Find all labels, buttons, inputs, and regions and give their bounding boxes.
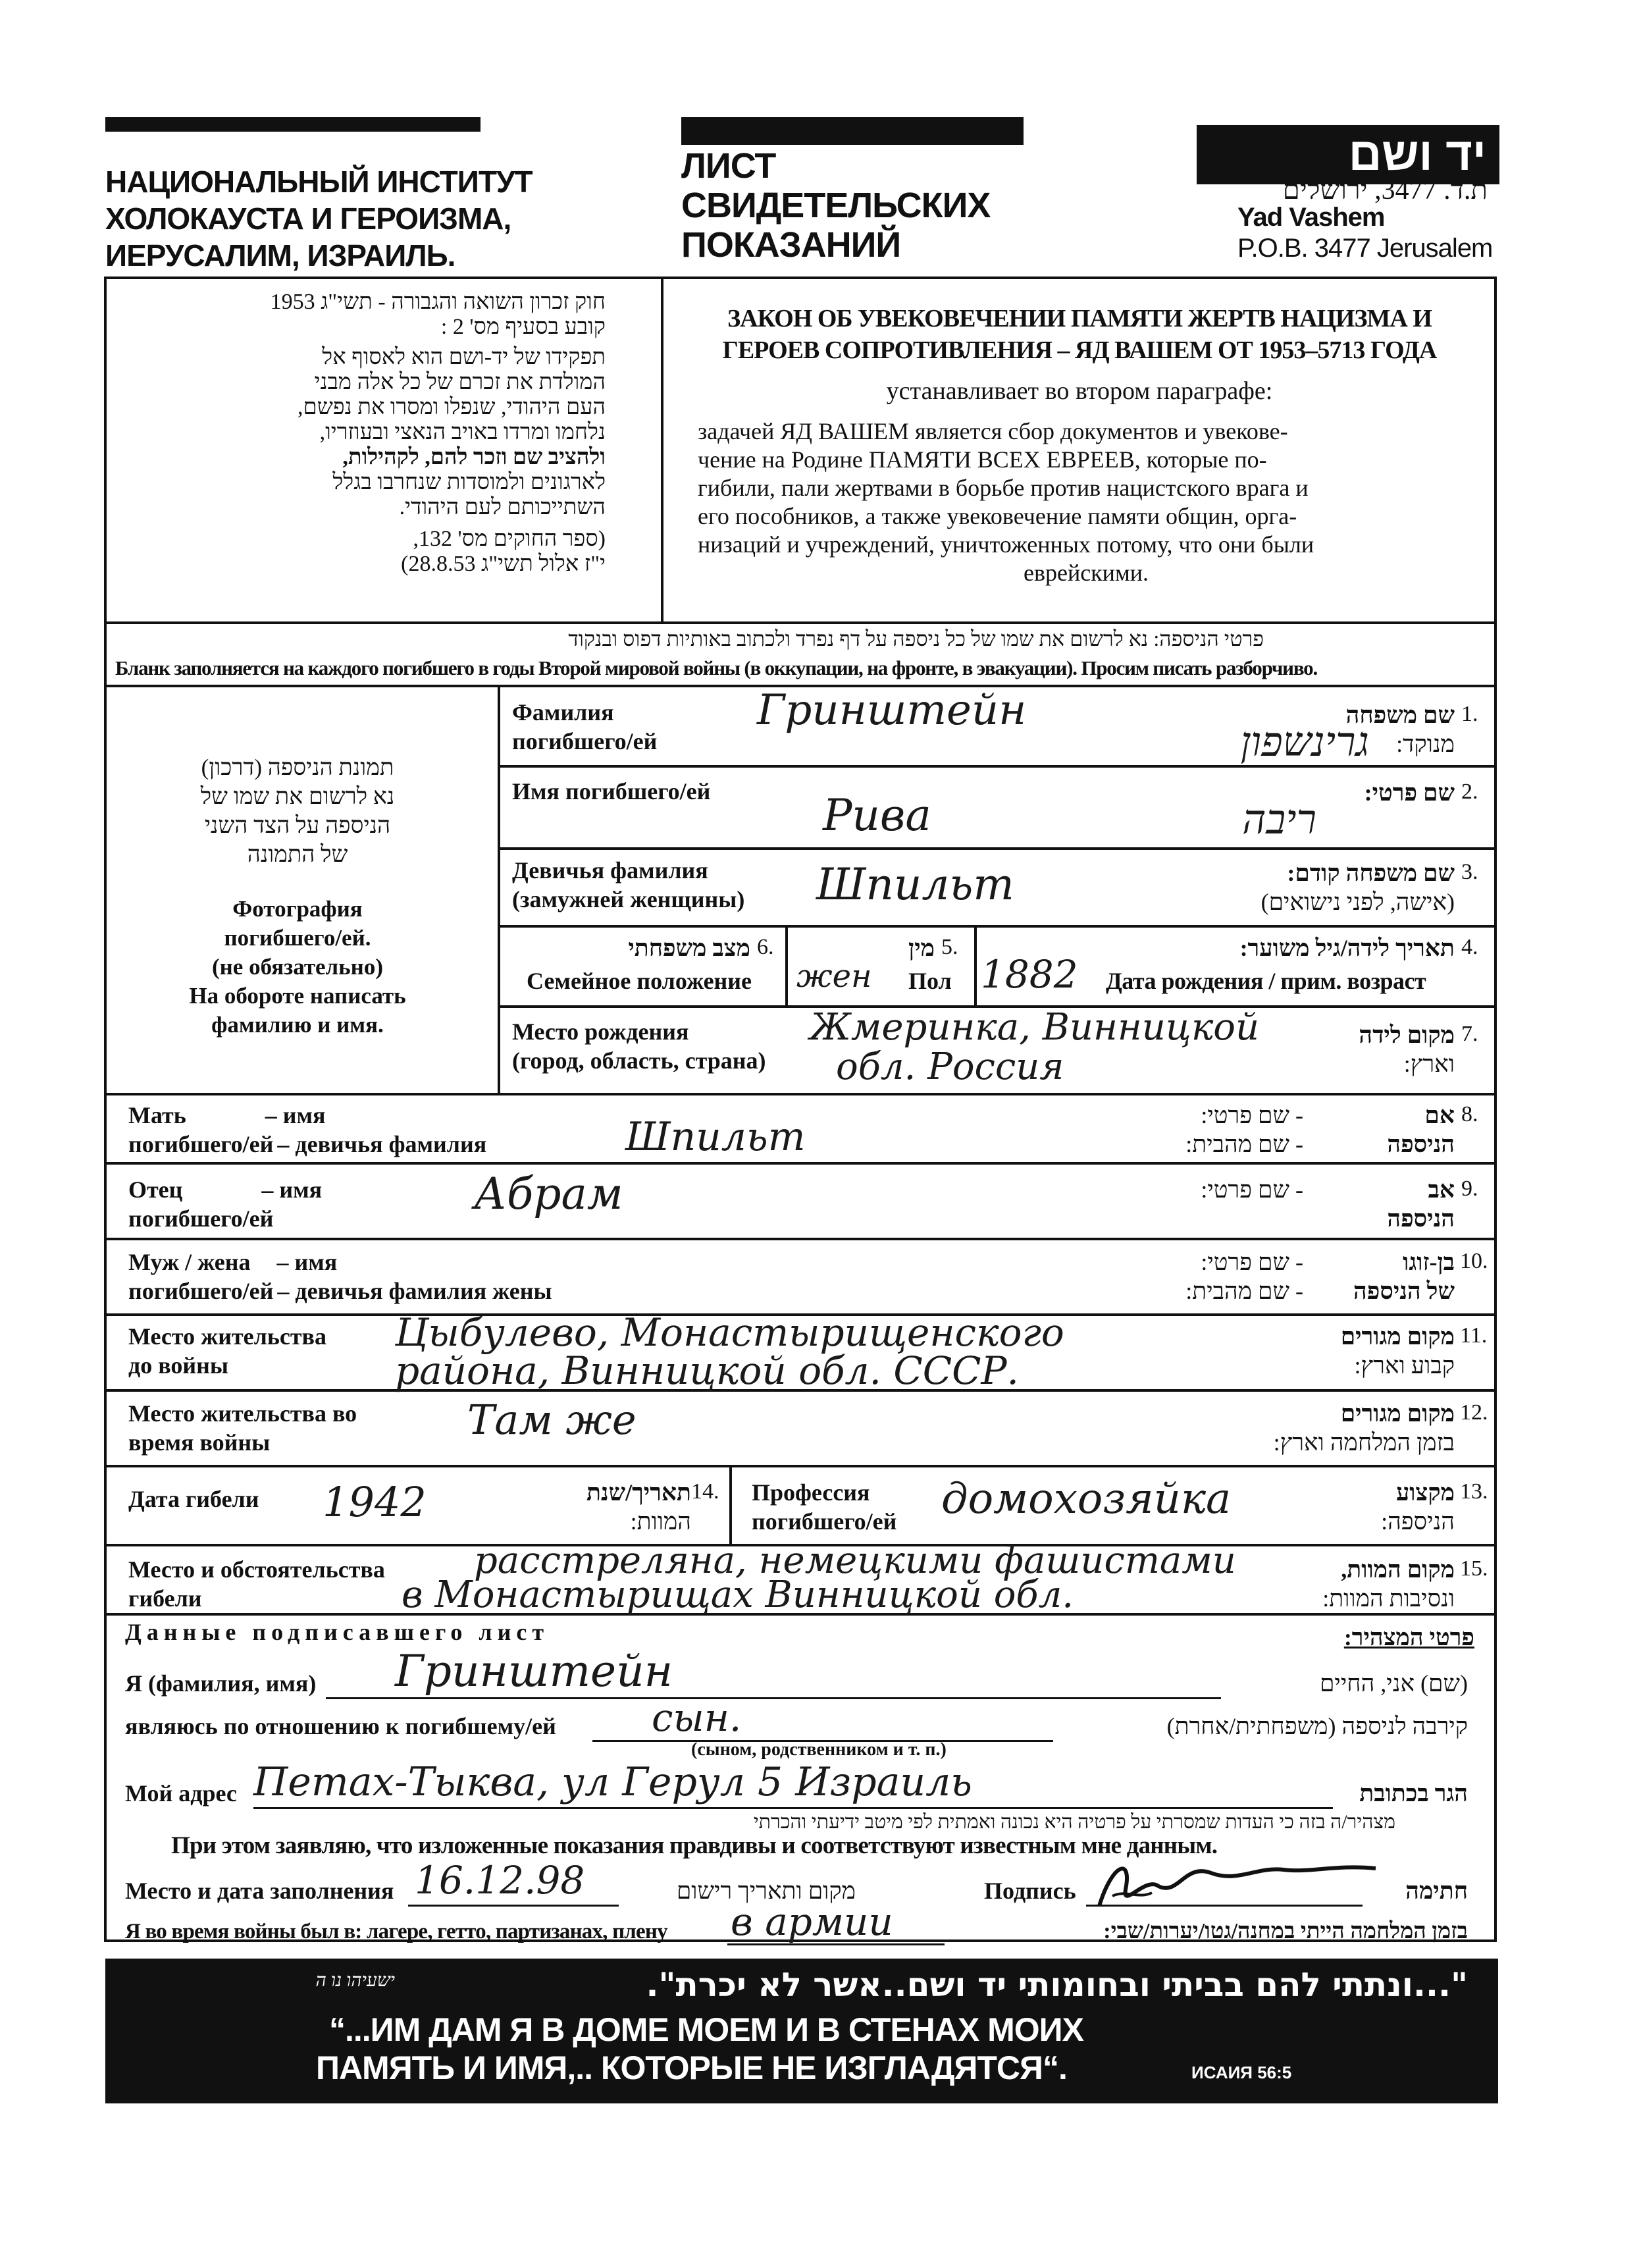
field2-value-ru[interactable]: Рива [823,790,931,841]
field15-value-2[interactable]: в Монастырищах Винницкой обл. [402,1573,1074,1616]
footer-banner [105,1959,1498,2103]
divider [107,1093,1495,1095]
field7-value-1[interactable]: Жмеринка, Винницкой [810,1006,1260,1049]
relation-label: являюсь по отношению к погибшему/ей [125,1713,556,1739]
field7-ru-label: Место рождения (город, область, страна) [512,1018,766,1074]
field2-number: 2. [1461,779,1478,804]
law-russian-text: ЗАКОН ОБ УВЕКОВЕЧЕНИИ ПАМЯТИ ЖЕРТВ НАЦИЗМА И ГЕРОЕВ СОПРОТИВЛЕНИЯ – ЯД ВАШЕМ ОТ 1953–5713 ГОДА устанавливает во втором параграфе: задачей ЯД ВАШЕМ является сбор документов и увекове- чение на Родине ПАМЯТИ ВСЕХ ЕВРЕЕВ, которые по- гибили, пали жертвами в борьбе против нацистского врага и его пособников, а также увековечение памяти общин, орга- низаций и учреждений, уничтоженных потому, что они были еврейскими. [698,305,1437,586]
relation-hint: (сыном, родственником и т. п.) [691,1739,947,1760]
field11-value-1[interactable]: Цыбулево, Монастырищенского [395,1310,1064,1355]
divider [499,925,1495,928]
place-date-value[interactable]: 16.12.98 [415,1858,585,1903]
field7-number: 7. [1461,1022,1478,1046]
field6-number: 6. [757,935,774,959]
field1-value-he[interactable]: גרינשפון [1240,718,1369,766]
field12-he-label: מקום מגורים בזמן המלחמה וארץ: [1273,1400,1455,1456]
field7-he-label: מקום לידה וארץ: [1359,1022,1455,1077]
divider [785,926,788,1007]
field11-he-label: מקום מגורים קבוע וארץ: [1340,1323,1455,1379]
field5-ru-label: Пол [908,968,952,994]
field2-value-he[interactable]: ריבה [1242,795,1316,843]
field10-ru-label: Муж / жена – имя погибшего/ей – девичья фамилия жены [128,1249,552,1304]
law-hebrew-text: חוק זכרון השואה והגבורה - תשי"ג 1953 קובע בסעיף מס' 2 : תפקידו של יד-ושם הוא לאסוף אל המולדת את זכרם של כל אלה מבני העם היהודי, שנפלו ומסרו את נפשם, נלחמו ומרדו באויב הנאצי ובעוזריו, ולהציב שם וזכר להם, לקהילות, לארגונים ולמוסדות שנחרבו בגלל השתייכותם לעם היהודי. (ספר החוקים מס' 132, י"ז אלול תשי"ג 28.8.53) [270,290,606,576]
field13-number: 13. [1460,1479,1488,1504]
declaration-ru: При этом заявляю, что изложенные показания правдивы и соответствуют известным мне данным. [171,1832,1218,1859]
war-he: בזמן המלחמה הייתי במחנה/גטו/יערות/שבי: [1103,1919,1468,1943]
photo-divider [498,687,500,1095]
field14-ru-label: Дата гибели [128,1486,259,1512]
field11-ru-label: Место жительства до войны [128,1323,326,1379]
address-hebrew: ת.ד. 3477, ירושלים [1282,175,1488,205]
field1-value-ru[interactable]: Гринштейн [757,686,1027,735]
field9-he-middle: - שם פרטי: [1201,1176,1303,1203]
field15-value-1[interactable]: расстреляна, немецкими фашистами [474,1539,1236,1582]
place-date-label: Место и дата заполнения [125,1878,394,1904]
field8-he-middle: - שם פרטי: - שם מהבית: [1185,1102,1303,1157]
field13-he-label: מקצוע הניספה: [1381,1479,1455,1535]
field14-value[interactable]: 1942 [323,1478,427,1526]
field8-value[interactable]: Шпильт [625,1114,806,1160]
field8-ru-label: Мать – имя погибшего/ей – девичья фамилия [128,1102,487,1157]
signature-he: חתימה [1405,1878,1468,1904]
field14-he-label: תאריך/שנת המוות: [586,1479,691,1535]
footer-quote-ru-1: “...ИМ ДАМ Я В ДОМЕ МОЕМ И В СТЕНАХ МОИХ [329,2011,1083,2048]
field4-he-label: תאריך לידה/גיל משוער: [1239,935,1455,961]
divider [499,847,1495,850]
field10-he-label: בן-זוגו של הניספה [1353,1249,1455,1304]
field5-number: 5. [941,935,958,959]
footer-ref-ru: ИСАИЯ 56:5 [1191,2063,1292,2082]
field15-ru-label: Место и обстоятельства гибели [128,1556,385,1612]
field2-ru-label: Имя погибшего/ей [512,778,711,804]
place-date-he: מקום ותאריך רישום [676,1878,856,1904]
divider [974,926,977,1007]
field4-ru-label: Дата рождения / прим. возраст [1106,968,1426,994]
yad-vashem-logo: יד ושם [1197,125,1499,184]
instructions-hebrew: פרטי הניספה: נא לרשום את שמו של כל ניספה על דף נפרד ולכתוב באותיות דפוס ובנקוד [568,627,1264,650]
field14-number: 14. [691,1479,719,1504]
address-he: הגר בכתובת [1359,1780,1468,1806]
footer-quote-he: "...ונתתי להם בביתי ובחומותי יד ושם..אשר לא יכרת". [646,1966,1468,2004]
field9-he-label: אב הניספה [1387,1176,1455,1232]
field3-number: 3. [1461,860,1478,884]
field8-number: 8. [1461,1102,1478,1126]
field15-he-label: מקום המוות, ונסיבות המוות: [1322,1556,1455,1612]
field3-he-label: שם משפחה קודם: (אישה, לפני נישואים) [1260,860,1455,915]
field6-he-label: מצב משפחתי [628,935,750,961]
address-en-2: P.O.B. 3477 Jerusalem [1237,234,1493,263]
header [0,0,1637,273]
relation-value[interactable]: сын. [652,1695,742,1740]
field12-number: 12. [1460,1400,1488,1425]
field6-ru-label: Семейное положение [527,968,752,994]
signature-mark [1086,1850,1382,1916]
field2-he-label: שם פרטי: [1364,779,1455,806]
footer-quote-ru-2: ПАМЯТЬ И ИМЯ,.. КОТОРЫЕ НЕ ИЗГЛАДЯТСЯ“. [316,2049,1067,2086]
field15-number: 15. [1460,1556,1488,1581]
field10-he-middle: - שם פרטי: - שם מהבית: [1185,1249,1303,1304]
war-value[interactable]: в армии [731,1899,893,1944]
cut-banner-left [105,117,481,132]
signature-label: Подпись [984,1878,1076,1904]
submitter-name-value[interactable]: Гринштейн [395,1646,673,1697]
field9-number: 9. [1461,1176,1478,1201]
war-label: Я во время войны был в: лагере, гетто, партизанах, плену [125,1920,667,1943]
photo-box [107,687,499,1082]
field8-he-label: אם הניספה [1387,1102,1455,1157]
field12-ru-label: Место жительства во время войны [128,1400,357,1456]
divider [107,1162,1495,1165]
field1-number: 1. [1461,702,1478,726]
field11-value-2[interactable]: района, Винницкой обл. СССР. [395,1348,1019,1393]
field3-value[interactable]: Шпильт [816,859,1014,910]
field3-ru-label: Девичья фамилия (замужней женщины) [512,857,745,912]
relation-he: קירבה לניספה (משפחתית/אחרת) [1166,1713,1468,1739]
field9-value[interactable]: Абрам [474,1169,623,1219]
field5-value[interactable]: жен [796,958,872,995]
field1-ru-label: Фамилия погибшего/ей [512,699,658,754]
form-title: ЛИСТ СВИДЕТЕЛЬСКИХ ПОКАЗАНИЙ [681,146,991,265]
submitter-title-he: פרטי המצהיר: [1343,1624,1474,1650]
address-underline [253,1807,1333,1809]
instructions-russian: Бланк заполняется на каждого погибшего в годы Второй мировой войны (в оккупации, на фронте, в эвакуации). Просим писать разборчиво. [115,656,1317,679]
field12-value[interactable]: Там же [467,1396,637,1444]
field7-value-2[interactable]: обл. Россия [836,1045,1064,1088]
divider [729,1466,732,1545]
submitter-title: Данные подписавшего лист [125,1619,550,1645]
photo-russian: Фотография погибшего/ей. (не обязательно) На обороте написать фамилию и имя. [189,896,406,1038]
field1-he-label: שם משפחה מנוקד: [1345,702,1455,757]
field10-number: 10. [1460,1249,1488,1273]
field4-value[interactable]: 1882 [981,952,1078,997]
divider [107,1465,1495,1467]
declaration-he: מצהיר/ה בזה כי העדות שמסרתי על פרטיה היא נכונה ואמתית לפי מיטב ידיעתי והכרתי [753,1811,1395,1833]
institute-name: НАЦИОНАЛЬНЫЙ ИНСТИТУТ ХОЛОКАУСТА И ГЕРОИЗМА, ИЕРУСАЛИМ, ИЗРАИЛЬ. [105,165,533,273]
address-label: Мой адрес [125,1780,237,1806]
field13-ru-label: Профессия погибшего/ей [752,1479,897,1535]
field4-number: 4. [1461,935,1478,959]
address-en-1: Yad Vashem [1237,203,1385,232]
name-underline [326,1697,1221,1699]
cut-banner-center [681,117,1024,145]
submitter-name-label: Я (фамилия, имя) [125,1670,317,1697]
photo-hebrew: תמונת הניספה (דרכון) נא לרשום את שמו של הניספה על הצד השני של התמונה [200,754,395,867]
footer-ref-he: ישעיהו נו ה [315,1970,395,1991]
field13-value[interactable]: домохозяйка [941,1475,1232,1523]
divider [107,1238,1495,1240]
field5-he-label: מין [908,935,935,961]
field11-number: 11. [1460,1323,1488,1348]
place-date-underline [408,1905,619,1907]
submitter-name-he: (שם) אני, החיים [1319,1670,1468,1697]
field9-ru-label: Отец – имя погибшего/ей [128,1176,323,1232]
address-value[interactable]: Петах-Тыква, ул Герул 5 Израиль [253,1759,972,1805]
